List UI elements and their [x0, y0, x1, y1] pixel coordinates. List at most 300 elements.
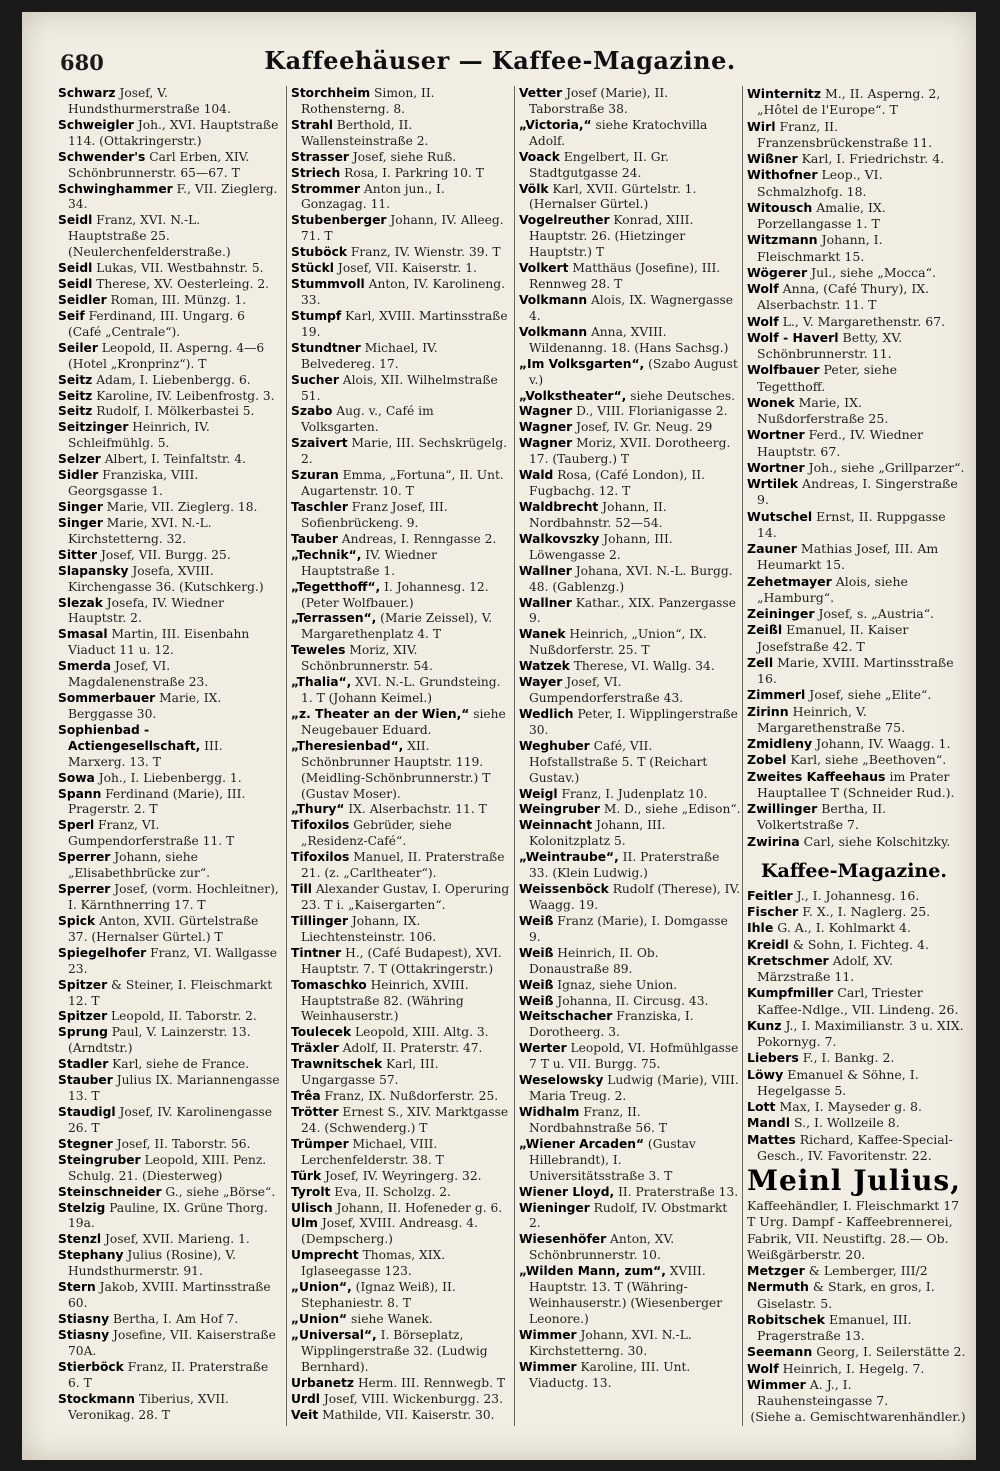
- entry-details: Carl Erben, XIV. Schönbrunnerstr. 65—67. T: [68, 149, 250, 180]
- entry-details: Rosa, I. Parkring 10. T: [340, 165, 484, 180]
- directory-entry: [519, 213, 741, 261]
- directory-entry: [291, 277, 513, 309]
- column-4: [742, 86, 969, 1426]
- entry-details: Emanuel & Söhne, I. Hegelgasse 5.: [757, 1066, 919, 1098]
- entry-name: Wonek: [747, 394, 795, 410]
- entry-name: Kunz: [747, 1017, 782, 1033]
- directory-entry: [747, 704, 969, 737]
- directory-entry: [747, 1050, 969, 1066]
- entry-details: (Szabo August v.): [529, 356, 738, 387]
- entry-name: Stenzl: [58, 1232, 102, 1247]
- entry-details: Karl, XVIII. Martinsstraße 19.: [301, 308, 508, 339]
- entry-details: Karl, I. Friedrichstr. 4.: [797, 151, 945, 166]
- directory-entry: [58, 277, 280, 293]
- entry-name: Seemann: [747, 1344, 813, 1360]
- entry-details: Jakob, XVIII. Martinsstraße 60.: [68, 1280, 271, 1311]
- entry-details: Josef (Marie), II. Taborstraße 38.: [529, 86, 669, 116]
- entry-details: G., siehe „Börse“.: [161, 1184, 276, 1199]
- directory-entry: [58, 182, 280, 214]
- directory-entry: [58, 1185, 280, 1201]
- directory-entry: [58, 1232, 280, 1248]
- entry-name: Szuran: [291, 468, 339, 483]
- entry-details: Johann, IX. Liechtensteinstr. 106.: [301, 913, 437, 944]
- directory-entry: [747, 687, 969, 703]
- entry-details: A. J., I. Rauhensteingasse 7.: [757, 1376, 889, 1408]
- magazine-entries-2: [747, 1263, 969, 1409]
- directory-entry: [747, 167, 969, 200]
- directory-entry: [747, 1067, 969, 1100]
- directory-entry: [519, 261, 741, 293]
- directory-entry: [58, 452, 280, 468]
- entry-details: Heinrich, V. Margarethenstraße 75.: [757, 703, 906, 735]
- entry-details: J., I. Maximilianstr. 3 u. XIX. Pokornyg. 7.: [757, 1017, 964, 1049]
- directory-entry: [58, 261, 280, 277]
- entry-details: IX. Alserbachstr. 11. T: [344, 802, 487, 817]
- entry-name: Wolfbauer: [747, 362, 820, 378]
- directory-entry: [58, 420, 280, 452]
- entry-details: Leopold, XIII. Penz. Schulg. 21. (Diesterweg): [68, 1152, 267, 1183]
- entry-details: Ernst, II. Ruppgasse 14.: [757, 508, 946, 540]
- entry-details: Johann, IV. Waagg. 1.: [812, 736, 951, 751]
- entry-details: Therese, XV. Oesterleing. 2.: [92, 277, 270, 292]
- entry-details: Bertha, I. Am Hof 7.: [109, 1311, 239, 1326]
- directory-entry: [58, 293, 280, 309]
- entry-name: Zwillinger: [747, 801, 818, 816]
- directory-entry: [58, 389, 280, 405]
- directory-entry: [747, 953, 969, 986]
- entry-name: Ihle: [747, 920, 774, 936]
- entry-details: (Marie Zeissel), V. Margarethenplatz 4. T: [301, 611, 493, 642]
- entry-name: Stauber: [58, 1073, 113, 1088]
- directory-entry: [519, 404, 741, 420]
- meinl-text: Kaffeehändler, I. Fleischmarkt 17 T Urg. Dampf - Kaffeebrennerei, Fabrik, VII. Neustiftg. 28.— Ob. Weißgärberstr. 20.: [747, 1198, 960, 1262]
- directory-entry: [747, 920, 969, 936]
- directory-entry: [747, 395, 969, 428]
- entry-name: Spann: [58, 786, 102, 801]
- entry-name: Nermuth: [747, 1279, 809, 1295]
- entry-details: Johann, XVI. N.-L. Kirchstetterng. 30.: [529, 1327, 692, 1358]
- entry-details: Anton, XVII. Gürtelstraße 37. (Hernalser Gürtel.) T: [68, 913, 259, 944]
- entry-details: II. Praterstraße 13.: [614, 1184, 739, 1199]
- entry-name: Taschler: [291, 499, 348, 514]
- entry-name: Wiesenhöfer: [519, 1232, 607, 1247]
- entry-details: Marie, XVI. N.-L. Kirchstetterng. 32.: [68, 515, 212, 546]
- entry-name: Seitzinger: [58, 420, 129, 435]
- directory-entry: [519, 1185, 741, 1201]
- entry-name: Weinnacht: [519, 818, 593, 833]
- entry-details: Franz, I. Judenplatz 10.: [557, 786, 708, 801]
- directory-entry: [58, 596, 280, 628]
- entry-details: Marie, IX. Berggasse 30.: [68, 691, 222, 721]
- directory-entry: [58, 1073, 280, 1105]
- entry-details: Anton, IV. Karolineng. 33.: [301, 277, 505, 307]
- entry-name: Stuböck: [291, 245, 347, 260]
- directory-entry: [519, 389, 741, 405]
- entry-name: Selzer: [58, 452, 101, 467]
- directory-entry: [519, 978, 741, 994]
- directory-entry: [291, 1392, 513, 1408]
- entry-details: Bertha, II. Volkertstraße 7.: [757, 801, 887, 833]
- directory-entry: [58, 548, 280, 564]
- entry-details: Josef, VIII. Wickenburgg. 23.: [319, 1391, 503, 1406]
- entry-details: Josef, siehe „Elite“.: [805, 687, 932, 703]
- entry-name: Szaivert: [291, 436, 348, 451]
- entry-name: Strasser: [291, 149, 349, 164]
- entry-name: Seidl: [58, 213, 93, 228]
- entry-details: Franz, IX. Nußdorferstr. 25.: [320, 1089, 499, 1104]
- entry-name: Wolf: [747, 281, 779, 296]
- entry-details: Herm. III. Rennwegb. T: [354, 1375, 506, 1390]
- directory-entry: [747, 1132, 969, 1165]
- entry-details: Josef, siehe Ruß.: [348, 149, 457, 164]
- entry-name: Kumpfmiller: [747, 985, 834, 1001]
- entry-name: Stückl: [291, 261, 335, 276]
- entry-name: Singer: [58, 499, 103, 514]
- directory-entry: [58, 1360, 280, 1392]
- entry-name: Wagner: [519, 404, 573, 419]
- entry-details: Johana, XVI. N.-L. Burgg. 48. (Gablenzg.): [529, 563, 733, 594]
- entry-name: „Theresienbad“,: [291, 738, 404, 753]
- directory-entry: [291, 548, 513, 580]
- directory-entry: [58, 659, 280, 691]
- directory-entry: [519, 1009, 741, 1041]
- entry-name: Wiener Lloyd,: [519, 1184, 615, 1199]
- entry-details: Marie, III. Sechskrügelg. 2.: [301, 436, 508, 467]
- entry-details: Marie, IX. Nußdorferstraße 25.: [757, 394, 889, 426]
- directory-entry: [58, 1312, 280, 1328]
- directory-entry: [747, 476, 969, 509]
- directory-entry: [519, 150, 741, 182]
- directory-entry: [291, 946, 513, 978]
- entry-name: Seiler: [58, 340, 98, 355]
- entry-name: „Weintraube“,: [519, 850, 619, 865]
- entry-details: Rosa, (Café London), II. Fugbachg. 12. T: [529, 468, 705, 499]
- entry-name: Slezak: [58, 595, 103, 610]
- entry-details: Moriz, XIV. Schönbrunnerstr. 54.: [301, 643, 433, 674]
- entry-details: Emanuel, III. Pragerstraße 13.: [757, 1311, 912, 1343]
- entry-name: Vogelreuther: [519, 213, 610, 228]
- entry-name: Trötter: [291, 1105, 339, 1119]
- entry-name: Steingruber: [58, 1152, 141, 1167]
- entry-details: Simon, II. Rothensterng. 8.: [301, 86, 435, 116]
- entry-details: siehe Kratochvilla Adolf.: [529, 117, 708, 148]
- directory-entry: [58, 1328, 280, 1360]
- entry-details: Alexander Gustav, I. Operuring 23. T i. „Kaisergarten“.: [301, 882, 510, 913]
- entry-name: Stundtner: [291, 340, 361, 355]
- entry-name: Seidler: [58, 292, 107, 307]
- entry-name: Zobel: [747, 752, 787, 768]
- entry-details: F., VII. Zieglerg. 34.: [68, 181, 278, 212]
- directory-entry: [519, 802, 741, 818]
- entry-name: Zwirina: [747, 833, 800, 849]
- entry-details: Emma, „Fortuna“, II. Unt. Augartenstr. 10. T: [301, 468, 504, 499]
- directory-entry: [519, 739, 741, 787]
- entry-details: Max, I. Mayseder g. 8.: [775, 1099, 922, 1114]
- directory-entry: [747, 265, 969, 281]
- entry-name: Stumpf: [291, 308, 342, 323]
- entry-name: Spitzer: [58, 977, 108, 992]
- entry-name: Kreidl: [747, 936, 789, 952]
- directory-entry: [519, 420, 741, 436]
- directory-entry: [747, 769, 969, 802]
- entry-details: Anna, XVIII. Wildenanng. 18. (Hans Sachsg.): [529, 324, 729, 355]
- entry-details: Carl, Triester Kaffee-Ndlge., VII. Lindeng. 26.: [757, 985, 959, 1017]
- directory-entry: [291, 182, 513, 214]
- entry-details: (Ignaz Weiß), II. Stephaniestr. 8. T: [301, 1280, 456, 1311]
- directory-entry: [291, 404, 513, 436]
- entry-name: Wolf: [747, 313, 779, 329]
- entry-details: Karl, III. Ungargasse 57.: [301, 1057, 439, 1088]
- entry-details: F. X., I. Naglerg. 25.: [798, 904, 931, 919]
- entry-name: Lott: [747, 1099, 776, 1114]
- directory-entry: [291, 1248, 513, 1280]
- entry-details: Franz Josef, III. Sofienbrückeng. 9.: [301, 499, 448, 530]
- directory-entry: [519, 707, 741, 739]
- entry-details: H., (Café Budapest), XVI. Hauptstr. 7. T (Ottakringerstr.): [301, 945, 502, 976]
- entry-name: Stadler: [58, 1057, 109, 1072]
- entry-name: Zell: [747, 654, 774, 670]
- entry-name: Zimmerl: [747, 687, 806, 703]
- entry-name: Wayer: [519, 675, 563, 690]
- entry-details: Adolf, II. Praterstr. 47.: [338, 1041, 483, 1056]
- entry-details: Johann, III. Löwengasse 2.: [529, 531, 673, 562]
- entry-name: Waldbrecht: [519, 499, 599, 514]
- entry-name: Seitz: [58, 388, 93, 403]
- directory-entry: [519, 468, 741, 500]
- entry-details: G. A., I. Kohlmarkt 4.: [773, 920, 911, 936]
- entry-name: Seitz: [58, 372, 93, 387]
- directory-entry: [291, 468, 513, 500]
- entry-name: Wedlich: [519, 706, 574, 721]
- entry-details: XVI. N.-L. Grundsteing. 1. T (Johann Keimel.): [301, 675, 501, 706]
- directory-entry: [291, 500, 513, 532]
- entry-name: Striech: [291, 165, 341, 180]
- entry-name: Seidl: [58, 261, 93, 276]
- entry-details: XVIII. Hauptstr. 13. T (Währing-Weinhauserstr.) (Wiesenberger Leonore.): [529, 1264, 723, 1326]
- entry-name: Weiß: [519, 945, 554, 960]
- entry-details: siehe Deutsches.: [626, 388, 736, 403]
- entry-details: Leopold, II. Asperng. 4—6 (Hotel „Kronprinz“). T: [68, 340, 265, 371]
- entry-details: Tiberius, XVII. Veronikag. 28. T: [68, 1391, 229, 1422]
- entry-name: Weissenböck: [519, 882, 609, 897]
- entry-name: Sprung: [58, 1025, 108, 1040]
- entry-name: Weigl: [519, 786, 558, 801]
- entry-name: Stegner: [58, 1136, 113, 1151]
- directory-entry: [58, 341, 280, 373]
- entry-name: Weitschacher: [519, 1009, 613, 1024]
- entry-details: Josef, VII. Kaiserstr. 1.: [334, 261, 477, 276]
- entry-details: Karl, XVII. Gürtelstr. 1. (Hernalser Gürtel.): [529, 181, 697, 212]
- entry-details: Marie, VII. Zieglerg. 18.: [102, 499, 258, 514]
- entry-details: Anton jun., I. Gonzagag. 11.: [301, 181, 445, 212]
- entry-details: Franz, XVI. N.-L. Hauptstraße 25. (Neulerchenfelderstraße.): [68, 213, 231, 260]
- directory-entry: [519, 994, 741, 1010]
- entry-name: Zeininger: [747, 606, 815, 621]
- directory-entry: [291, 707, 513, 739]
- entry-details: Ferdinand, III. Ungarg. 6 (Café „Centrale“).: [68, 308, 245, 339]
- entry-name: Schwinghammer: [58, 181, 173, 196]
- column-1: [58, 86, 280, 1426]
- entry-details: Heinrich, II. Ob. Donaustraße 89.: [529, 945, 659, 976]
- directory-entry: [291, 1280, 513, 1312]
- directory-entry: [291, 341, 513, 373]
- entry-details: (Gustav Hillebrandt), I. Universitätsstraße 3. T: [529, 1136, 696, 1183]
- directory-entry: [291, 150, 513, 166]
- entry-details: Andreas, I. Renngasse 2.: [337, 531, 497, 546]
- directory-entry: [519, 882, 741, 914]
- entry-details: I. Börseplatz, Wipplingerstraße 32. (Ludwig Bernhard).: [301, 1327, 488, 1374]
- directory-entry: [519, 1137, 741, 1185]
- entry-details: Joh., I. Liebenbergg. 1.: [94, 770, 242, 785]
- entry-details: Ludwig (Marie), VIII. Maria Treug. 2.: [529, 1073, 739, 1104]
- directory-entry: [58, 1137, 280, 1153]
- directory-entry: [747, 1361, 969, 1377]
- entry-name: Mandl: [747, 1115, 791, 1131]
- directory-entry: [58, 787, 280, 819]
- entry-name: Wortner: [747, 427, 805, 443]
- directory-entry: [747, 232, 969, 265]
- directory-entry: [291, 1105, 513, 1137]
- directory-entry: [519, 627, 741, 659]
- entry-name: Slapansky: [58, 563, 129, 578]
- directory-entry: [519, 1232, 741, 1264]
- entry-name: Wißner: [747, 151, 798, 166]
- entry-name: Spitzer: [58, 1009, 108, 1024]
- directory-entry: [58, 1392, 280, 1424]
- directory-entry: [519, 787, 741, 803]
- directory-entry: [58, 691, 280, 723]
- entry-details: Johann, II. Hofeneder g. 6.: [332, 1200, 503, 1215]
- entry-details: Rudolf, IV. Obstmarkt 2.: [529, 1200, 728, 1231]
- directory-entry: [519, 325, 741, 357]
- entry-name: „Tegetthoff“,: [291, 579, 381, 594]
- directory-columns: [58, 86, 966, 1426]
- entry-details: Heinrich, XVIII. Hauptstraße 82. (Währing Weinhauserstr.): [301, 977, 469, 1024]
- entry-details: Josef, XVIII. Andreasg. 4. (Dempscherg.): [301, 1216, 478, 1247]
- entry-name: Kretschmer: [747, 952, 829, 968]
- entry-name: Schweigler: [58, 117, 134, 132]
- page-number: 680: [60, 50, 104, 75]
- directory-entry: [291, 1137, 513, 1169]
- entry-name: Ulm: [291, 1216, 318, 1231]
- entry-name: Seitz: [58, 404, 93, 419]
- entry-details: M., II. Asperng. 2, „Hôtel de l'Europe“. T: [757, 86, 941, 118]
- entry-details: Josef, (vorm. Hochleitner), I. Kärnthnerring 17. T: [68, 882, 279, 913]
- entry-name: Metzger: [747, 1263, 805, 1278]
- entry-name: Sowa: [58, 770, 95, 785]
- entry-details: siehe Wanek.: [347, 1311, 433, 1326]
- directory-entry: [747, 985, 969, 1018]
- directory-entry: [747, 574, 969, 607]
- entry-details: Jul., siehe „Mocca“.: [807, 264, 936, 280]
- entry-name: Volkert: [519, 261, 569, 276]
- directory-entry: [291, 675, 513, 707]
- entry-details: Peter, I. Wipplingerstraße 30.: [529, 706, 738, 737]
- entry-details: Mathias Josef, III. Am Heumarkt 15.: [757, 541, 939, 573]
- entry-name: „Universal“,: [291, 1327, 377, 1342]
- directory-entry: [58, 1248, 280, 1280]
- entry-name: Widhalm: [519, 1105, 580, 1119]
- directory-entry: [519, 1105, 741, 1137]
- entry-name: Spiegelhofer: [58, 945, 147, 960]
- directory-entry: [291, 1201, 513, 1217]
- entry-details: Josef, VI. Magdalenenstraße 23.: [68, 659, 209, 690]
- entry-details: Manuel, II. Praterstraße 21. (z. „Carltheater“).: [301, 850, 505, 881]
- entry-name: „z. Theater an der Wien,“: [291, 706, 470, 721]
- entry-details: Emanuel, II. Kaiser Josefstraße 42. T: [757, 622, 909, 654]
- directory-entry: [747, 801, 969, 834]
- meinl-title: Meinl Julius,: [747, 1164, 961, 1197]
- entry-details: & Lemberger, III/2: [804, 1263, 928, 1278]
- directory-entry: [291, 978, 513, 1026]
- entry-name: „Terrassen“,: [291, 611, 377, 626]
- entry-details: Josef, VII. Burgg. 25.: [97, 547, 231, 562]
- entry-details: Albert, I. Teinfaltstr. 4.: [100, 452, 246, 467]
- entry-name: Tauber: [291, 531, 338, 546]
- directory-entry: [747, 834, 969, 850]
- entry-name: Wutschel: [747, 508, 813, 524]
- entry-name: Teweles: [291, 643, 346, 658]
- directory-entry: [291, 1025, 513, 1041]
- entry-name: Toulecek: [291, 1025, 352, 1040]
- entry-details: Ferdinand (Marie), III. Pragerstr. 2. T: [68, 786, 246, 817]
- entry-name: Urdl: [291, 1391, 320, 1406]
- entry-name: Steinschneider: [58, 1184, 162, 1199]
- entry-name: Wagner: [519, 436, 573, 451]
- entry-name: Trümper: [291, 1136, 349, 1151]
- directory-entry: [291, 118, 513, 150]
- directory-entry: [519, 564, 741, 596]
- entry-details: Berthold, II. Wallensteinstraße 2.: [301, 117, 429, 148]
- directory-entry: [519, 1073, 741, 1105]
- directory-entry: [747, 1312, 969, 1345]
- directory-entry: [519, 182, 741, 214]
- directory-entry: [747, 362, 969, 395]
- directory-entry: [291, 818, 513, 850]
- directory-entry: [291, 213, 513, 245]
- entry-details: Heinrich, I. Hegelg. 7.: [778, 1360, 925, 1376]
- entry-name: Wögerer: [747, 264, 808, 280]
- directory-entry: [58, 882, 280, 914]
- entry-name: Storchheim: [291, 86, 371, 100]
- entry-name: Volkmann: [519, 292, 588, 307]
- entry-name: Träxler: [291, 1041, 339, 1056]
- magazine-entries: [747, 888, 969, 1164]
- directory-entry: [291, 1408, 513, 1424]
- directory-entry: [747, 622, 969, 655]
- directory-entry: [291, 436, 513, 468]
- entry-details: Thomas, XIX. Iglaseegasse 123.: [301, 1248, 446, 1279]
- entry-details: F., I. Bankg. 2.: [798, 1050, 895, 1066]
- entry-details: Matthäus (Josefine), III. Rennweg 28. T: [529, 261, 721, 292]
- entry-name: Voack: [519, 149, 560, 164]
- entry-details: Therese, VI. Wallg. 34.: [569, 659, 715, 674]
- entry-details: Josef, V. Hundsthurmerstraße 104.: [68, 86, 231, 116]
- entry-name: Sperrer: [58, 850, 111, 865]
- entry-name: Urbanetz: [291, 1375, 355, 1390]
- entry-name: Sophienbad - Actiengesellschaft,: [58, 722, 201, 753]
- directory-entry: [58, 309, 280, 341]
- entry-details: Johann, siehe „Elisabethbrücke zur“.: [68, 850, 210, 881]
- entry-name: Weingruber: [519, 802, 600, 817]
- entry-name: Weiß: [519, 977, 554, 992]
- entry-name: Sperl: [58, 818, 95, 833]
- entry-name: Wimmer: [519, 1327, 577, 1342]
- directory-entry: [58, 1153, 280, 1185]
- directory-entry: [519, 293, 741, 325]
- entry-name: Stiasny: [58, 1311, 110, 1326]
- directory-entry: [58, 1105, 280, 1137]
